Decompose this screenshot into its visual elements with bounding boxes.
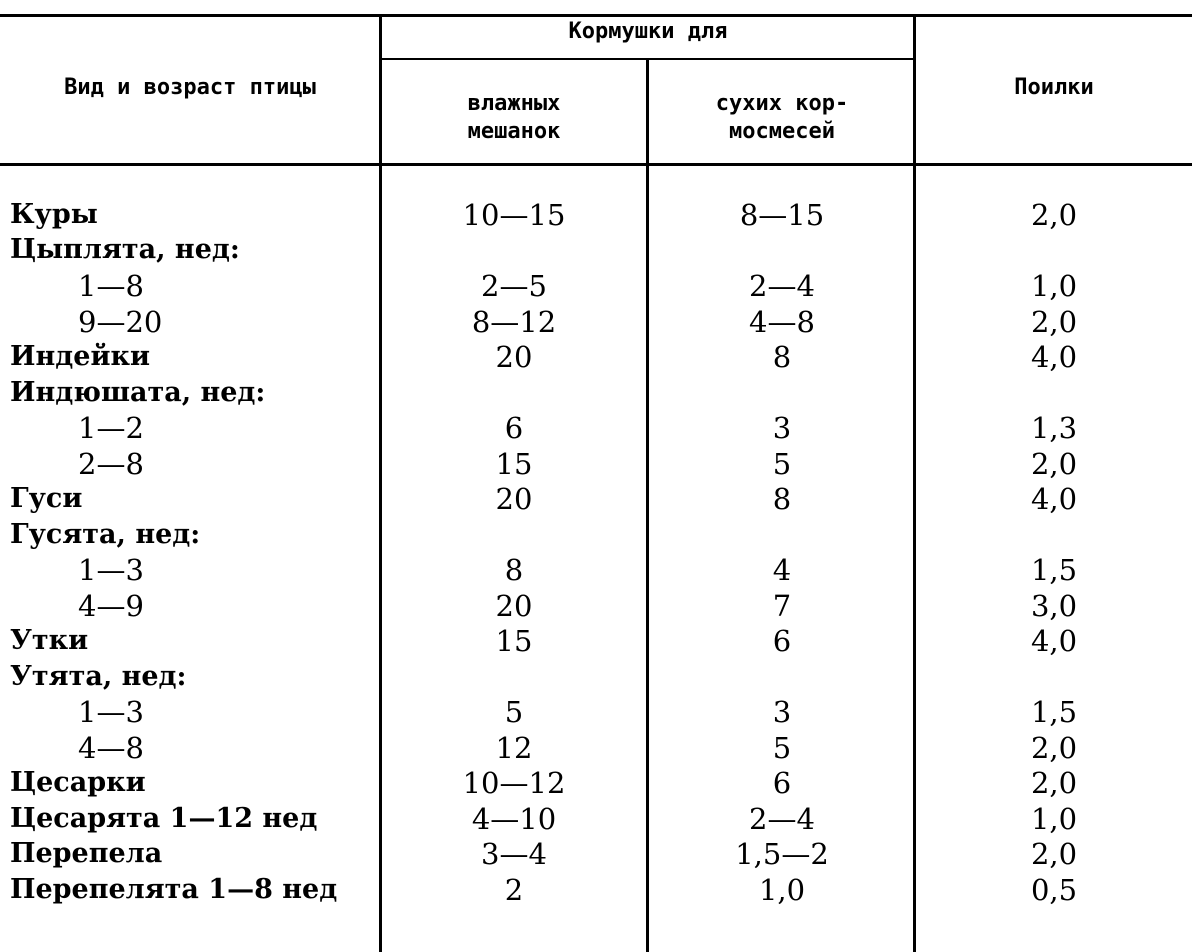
row-label: 2—8: [78, 447, 144, 481]
drinker-value: 2,0: [1030, 837, 1078, 871]
drinker-value: 4,0: [1030, 340, 1078, 374]
wet-feeder-value: 2: [504, 873, 524, 907]
header-dry-line1: сухих кор-: [715, 91, 849, 116]
dry-feeder-value: 2—4: [749, 269, 815, 303]
dry-feeder-value: 5: [772, 447, 792, 481]
wet-feeder-value: 3—4: [481, 837, 547, 871]
dry-feeder-value: 2—4: [749, 802, 815, 836]
table-row: [0, 694, 1192, 730]
drinker-value: 1,0: [1030, 802, 1078, 836]
drinker-value: 4,0: [1030, 624, 1078, 658]
row-label: Перепела: [10, 838, 163, 869]
row-label: 1—3: [78, 695, 144, 729]
row-label: 9—20: [78, 305, 163, 339]
dry-feeder-value: 6: [772, 766, 792, 800]
wet-feeder-value: 20: [495, 482, 533, 516]
table-row: [0, 801, 1192, 837]
dry-feeder-value: 1,5—2: [735, 837, 829, 871]
drinker-value: 1,0: [1030, 269, 1078, 303]
dry-feeder-value: 8: [772, 340, 792, 374]
header-species: Вид и возраст птицы: [64, 75, 316, 100]
row-label: Цыплята, нед:: [10, 234, 240, 265]
dry-feeder-value: 6: [772, 624, 792, 658]
drinker-value: 1,3: [1030, 411, 1078, 445]
row-label: 4—8: [78, 731, 144, 765]
row-label: 1—2: [78, 411, 144, 445]
drinker-value: 0,5: [1030, 873, 1078, 907]
wet-feeder-value: 5: [504, 695, 524, 729]
wet-feeder-value: 12: [495, 731, 533, 765]
wet-feeder-value: 4—10: [471, 802, 557, 836]
table-row: [0, 623, 1192, 659]
drinker-value: 1,5: [1030, 695, 1078, 729]
dry-feeder-value: 4—8: [749, 305, 815, 339]
wet-feeder-value: 6: [504, 411, 524, 445]
row-label: 4—9: [78, 589, 144, 623]
dry-feeder-value: 3: [772, 695, 792, 729]
row-label: 1—8: [78, 269, 144, 303]
row-label: Цесарки: [10, 767, 146, 798]
row-label: Индюшата, нед:: [10, 377, 266, 408]
table-row: [0, 552, 1192, 588]
table-row: [0, 765, 1192, 801]
table-row: [0, 517, 1192, 553]
wet-feeder-value: 8—12: [471, 305, 557, 339]
drinker-value: 2,0: [1030, 766, 1078, 800]
table-row: [0, 659, 1192, 695]
dry-feeder-value: 1,0: [758, 873, 806, 907]
table-row: [0, 375, 1192, 411]
drinker-value: 2,0: [1030, 198, 1078, 232]
drinker-value: 1,5: [1030, 553, 1078, 587]
wet-feeder-value: 20: [495, 589, 533, 623]
wet-feeder-value: 20: [495, 340, 533, 374]
table-row: [0, 872, 1192, 908]
row-label: Цесарята 1—12 нед: [10, 803, 318, 834]
wet-feeder-value: 10—15: [462, 198, 566, 232]
dry-feeder-value: 8—15: [739, 198, 825, 232]
wet-feeder-value: 8: [504, 553, 524, 587]
row-label: Перепелята 1—8 нед: [10, 874, 338, 905]
row-label: Утята, нед:: [10, 661, 187, 692]
table-row: [0, 410, 1192, 446]
row-label: Индейки: [10, 341, 150, 372]
dry-feeder-value: 7: [772, 589, 792, 623]
row-label: 1—3: [78, 553, 144, 587]
table-row: [0, 588, 1192, 624]
table-row: [0, 339, 1192, 375]
wet-feeder-value: 10—12: [462, 766, 566, 800]
table-row: [0, 836, 1192, 872]
wet-feeder-value: 2—5: [481, 269, 547, 303]
header-dry-line2: мосмесей: [729, 119, 835, 144]
row-label: Куры: [10, 199, 98, 230]
table-row: [0, 730, 1192, 766]
table-row: [0, 481, 1192, 517]
drinker-value: 3,0: [1030, 589, 1078, 623]
row-label: Утки: [10, 625, 89, 656]
header-drinkers: Поилки: [1014, 75, 1094, 100]
drinker-value: 2,0: [1030, 305, 1078, 339]
wet-feeder-value: 15: [495, 447, 533, 481]
table-row: [0, 268, 1192, 304]
wet-feeder-value: 15: [495, 624, 533, 658]
row-label: Гусята, нед:: [10, 519, 201, 550]
drinker-value: 2,0: [1030, 447, 1078, 481]
table-row: [0, 232, 1192, 268]
dry-feeder-value: 5: [772, 731, 792, 765]
row-label: Гуси: [10, 483, 83, 514]
table-row: [0, 304, 1192, 340]
table-row: [0, 197, 1192, 233]
header-feeders-group: Кормушки для: [568, 19, 728, 44]
dry-feeder-value: 8: [772, 482, 792, 516]
header-bottom-rule: [0, 163, 1192, 166]
header-wet-line1: влажных: [467, 91, 561, 116]
header-wet-line2: мешанок: [467, 119, 561, 144]
dry-feeder-value: 4: [772, 553, 792, 587]
drinker-value: 4,0: [1030, 482, 1078, 516]
dry-feeder-value: 3: [772, 411, 792, 445]
table-row: [0, 446, 1192, 482]
drinker-value: 2,0: [1030, 731, 1078, 765]
